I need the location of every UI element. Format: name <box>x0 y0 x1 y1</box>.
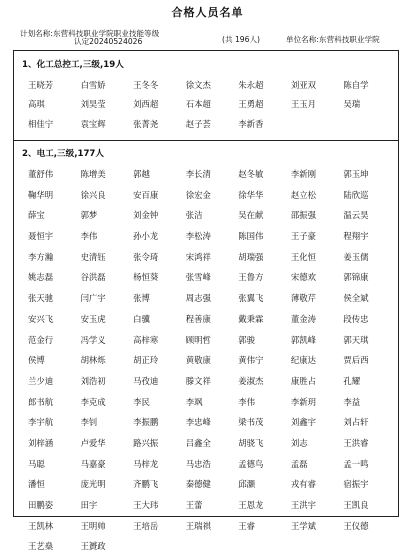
person-name: 安兴飞 <box>28 313 54 324</box>
person-name: 兰少迪 <box>28 375 54 386</box>
person-name: 王艺燊 <box>28 541 54 552</box>
person-name: 吴在献 <box>238 210 264 221</box>
person-name: 戴秉霖 <box>238 313 264 324</box>
person-name: 王瑞祺 <box>185 520 211 531</box>
person-name: 秦德健 <box>185 479 211 490</box>
person-name: 郭锦康 <box>343 272 369 283</box>
person-name: 胡林烁 <box>80 355 106 366</box>
person-name: 孟磊 <box>290 458 308 469</box>
person-name: 赵立松 <box>290 189 316 200</box>
person-name: 王玉月 <box>290 99 316 110</box>
person-name: 李忠峰 <box>185 417 211 428</box>
person-name: 侯博 <box>28 355 45 366</box>
person-name: 王恩龙 <box>238 500 264 510</box>
person-name: 李新刚 <box>290 169 316 179</box>
person-name: 邱灏 <box>238 479 256 490</box>
person-name: 李新玥 <box>290 396 316 407</box>
person-name: 康胜占 <box>290 375 316 386</box>
person-name: 郎书航 <box>28 396 54 407</box>
person-name: 白骥 <box>133 313 150 324</box>
person-name: 陈自学 <box>343 80 369 90</box>
person-name: 郭玉坤 <box>343 169 369 179</box>
person-name: 郭天琪 <box>343 334 369 345</box>
person-name: 李长清 <box>185 169 211 179</box>
person-name: 安玉虎 <box>80 313 106 324</box>
names-grid <box>28 76 396 134</box>
person-name: 王贇政 <box>80 541 106 552</box>
person-name: 谷洪磊 <box>80 272 106 283</box>
person-name: 刘占轩 <box>343 417 369 428</box>
person-name: 刘昊莹 <box>80 99 106 110</box>
person-name: 刘亚双 <box>290 80 316 90</box>
person-name: 白雪娇 <box>80 80 106 90</box>
person-name: 王蕾 <box>185 500 203 510</box>
person-name: 王凯良 <box>343 500 369 510</box>
person-name: 姚志磊 <box>28 272 54 283</box>
person-name: 黄敬康 <box>185 355 211 366</box>
plan-code: 认定20240524026 <box>74 37 143 46</box>
person-name: 王晓芳 <box>28 80 54 90</box>
person-name: 邵振强 <box>290 210 316 221</box>
person-name: 赵冬敏 <box>238 169 264 179</box>
person-name: 卢爱华 <box>80 437 106 448</box>
person-name: 马梓龙 <box>133 458 159 469</box>
person-name: 薛宝 <box>28 210 45 221</box>
names-grid <box>28 164 396 557</box>
unit-name: 单位名称:东营科技职业学院 <box>286 35 380 44</box>
plan-label: 计划名称: <box>20 29 53 38</box>
person-name: 孔耀 <box>343 375 361 386</box>
person-name: 石本超 <box>185 99 211 110</box>
person-name: 李克成 <box>80 396 106 407</box>
person-name: 马聪 <box>28 458 45 469</box>
section-chemical <box>13 50 399 141</box>
person-name: 周志强 <box>185 293 211 304</box>
person-name: 徐文杰 <box>185 80 211 90</box>
person-name: 相佳宁 <box>28 118 54 129</box>
person-name: 赵子荟 <box>185 118 211 129</box>
person-name: 宋鸿祥 <box>185 251 211 262</box>
person-name: 孙小龙 <box>133 231 159 242</box>
person-name: 王冬冬 <box>133 80 159 90</box>
person-name: 吴瑞 <box>343 99 361 110</box>
section-title: 1、化工总控工,三级,19人 <box>22 60 124 70</box>
person-name: 王大玮 <box>133 500 159 510</box>
person-name: 刘西超 <box>133 99 159 110</box>
person-name: 贾后西 <box>343 355 369 366</box>
person-name: 王培岳 <box>133 520 159 531</box>
person-name: 程善康 <box>185 313 211 324</box>
person-name: 梁书茂 <box>238 417 264 428</box>
person-name: 吕鑫全 <box>185 437 211 448</box>
person-name: 马忠浩 <box>185 458 211 469</box>
person-name: 王勇超 <box>238 99 264 110</box>
person-name: 纪康达 <box>290 355 316 366</box>
person-name: 徐兴良 <box>80 189 106 200</box>
person-name: 刘金钟 <box>133 210 159 221</box>
person-name: 宋德欢 <box>290 272 316 283</box>
person-name: 滕文祥 <box>185 375 211 386</box>
person-name: 董舒伟 <box>28 169 54 179</box>
person-name: 高梓寒 <box>133 334 159 345</box>
person-name: 李钊 <box>80 417 98 428</box>
person-name: 路兴振 <box>133 437 159 448</box>
person-name: 范金行 <box>28 334 54 345</box>
person-name: 高琪 <box>28 99 45 110</box>
person-name: 庞光明 <box>80 479 106 490</box>
person-name: 张令琦 <box>133 251 159 262</box>
person-name: 张菁尧 <box>133 118 159 129</box>
person-name: 田鹏姿 <box>28 500 54 510</box>
person-name: 李方瀚 <box>28 251 54 262</box>
person-name: 李伟 <box>238 396 256 407</box>
person-name: 王明帅 <box>80 520 106 531</box>
person-name: 陆欣巡 <box>343 189 369 200</box>
person-name: 齐鹏飞 <box>133 479 159 490</box>
person-name: 郭梦 <box>80 210 98 221</box>
person-name: 刘梓涵 <box>28 437 54 448</box>
person-name: 王仪德 <box>343 520 369 531</box>
person-name: 潘恒 <box>28 479 45 490</box>
person-name: 聂恒宇 <box>28 231 54 242</box>
person-name: 徐华华 <box>238 189 264 200</box>
person-name: 顾明哲 <box>185 334 211 345</box>
person-name: 杨恒葵 <box>133 272 159 283</box>
plan-info <box>20 30 159 46</box>
person-name: 王凯林 <box>28 520 54 531</box>
person-name: 宿振宇 <box>343 479 369 490</box>
person-name: 陈国伟 <box>238 231 264 242</box>
person-name: 侯全斌 <box>343 293 369 304</box>
person-name: 冯学义 <box>80 334 106 345</box>
person-name: 张天驰 <box>28 293 54 304</box>
person-name: 李益 <box>343 396 361 407</box>
person-name: 李新香 <box>238 118 264 129</box>
person-name: 胡正玲 <box>133 355 159 366</box>
person-name: 李松涛 <box>185 231 211 242</box>
person-name: 徐宏金 <box>185 189 211 200</box>
person-name: 薄敬芹 <box>290 293 316 304</box>
person-name: 孟一鸣 <box>343 458 369 469</box>
person-name: 段传忠 <box>343 313 369 324</box>
section-electrician <box>13 141 399 552</box>
person-name: 程翔宇 <box>343 231 369 242</box>
person-name: 王子豪 <box>290 231 316 242</box>
person-name: 陈增美 <box>80 169 106 179</box>
person-name: 李民 <box>133 396 150 407</box>
person-name: 闫广宇 <box>80 293 106 304</box>
person-name: 王学斌 <box>290 520 316 531</box>
person-name: 王洪宇 <box>290 500 316 510</box>
person-name: 黄伟宁 <box>238 355 264 366</box>
person-name: 刘志 <box>290 437 308 448</box>
person-name: 温云昊 <box>343 210 369 221</box>
person-name: 李宇航 <box>28 417 54 428</box>
total-count: (共 196人) <box>222 35 261 44</box>
person-name: 马嘉豪 <box>80 458 106 469</box>
person-name: 李振鹏 <box>133 417 159 428</box>
person-name: 姜玉儒 <box>343 251 369 262</box>
person-name: 张博 <box>133 293 150 304</box>
person-name: 王洪睿 <box>343 437 369 448</box>
person-name: 李飒 <box>185 396 203 407</box>
section-title: 2、电工,三级,177人 <box>22 149 105 159</box>
person-name: 马孜迪 <box>133 375 159 386</box>
person-name: 安百康 <box>133 189 159 200</box>
person-name: 鞠华明 <box>28 189 54 200</box>
person-name: 郭凯峰 <box>290 334 316 345</box>
person-name: 孟德鸟 <box>238 458 264 469</box>
person-name: 董金涛 <box>290 313 316 324</box>
person-name: 李伟 <box>80 231 98 242</box>
person-name: 朱永超 <box>238 80 264 90</box>
person-name: 刘鑫宇 <box>290 417 316 428</box>
person-name: 戎有睿 <box>290 479 316 490</box>
plan-name: 东营科技职业学院职业技能等级 <box>52 29 160 38</box>
page-title: 合格人员名单 <box>171 6 244 19</box>
person-name: 王鲁方 <box>238 272 264 283</box>
person-name: 袁宝辉 <box>80 118 106 129</box>
person-name: 张洁 <box>185 210 203 221</box>
person-name: 田宇 <box>80 500 98 510</box>
person-name: 王睿 <box>238 520 256 531</box>
person-name: 郭越 <box>133 169 150 179</box>
person-name: 张翼飞 <box>238 293 264 304</box>
person-name: 郭骏 <box>238 334 256 345</box>
person-name: 姜淑杰 <box>238 375 264 386</box>
person-name: 刘浩初 <box>80 375 106 386</box>
person-name: 张雪峰 <box>185 272 211 283</box>
person-name: 史清钰 <box>80 251 106 262</box>
person-name: 王化恒 <box>290 251 316 262</box>
person-name: 胡骁飞 <box>238 437 264 448</box>
person-name: 胡瑞强 <box>238 251 264 262</box>
